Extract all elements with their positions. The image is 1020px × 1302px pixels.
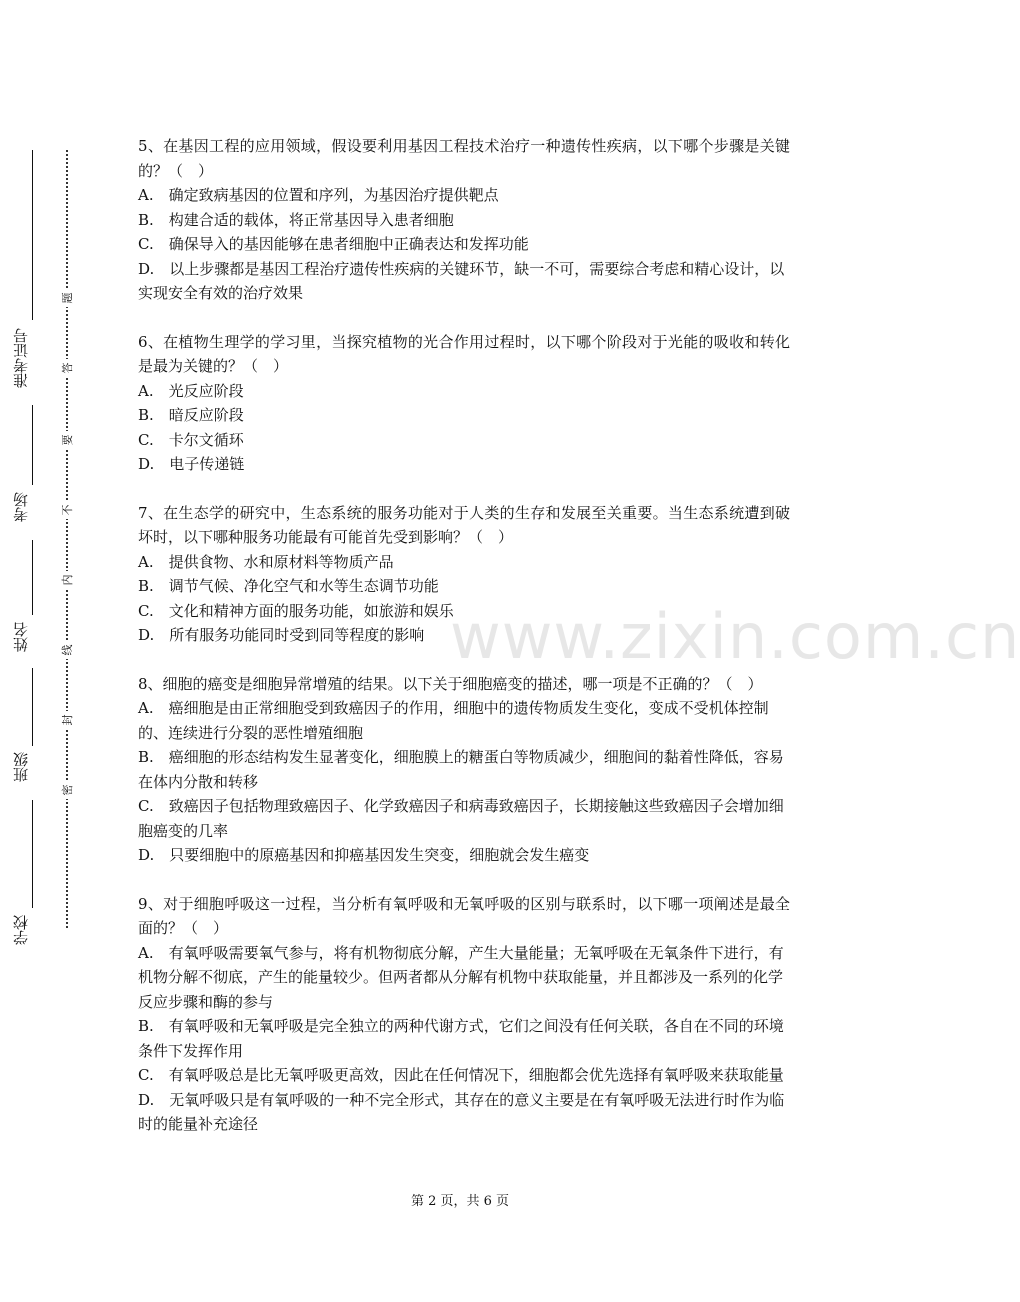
option-d: D. 电子传递链 [138,455,245,473]
option-d: D. 无氧呼吸只是有氧呼吸的一种不完全形式，其存在的意义主要是在有氧呼吸无法进行时作为临时的能量补充途径 [138,1090,785,1133]
option-a: A. 癌细胞是由正常细胞受到致癌因子的作用，细胞中的遗传物质发生变化，变成不受机体控制的、连续进行分裂的恶性增殖细胞 [138,699,769,742]
option-c: C. 有氧呼吸总是比无氧呼吸更高效，因此在任何情况下，细胞都会优先选择有氧呼吸来获取能量 [138,1066,784,1084]
seal-char: 题 [59,289,75,307]
seal-char: 内 [59,571,75,589]
option-a: A. 确定致病基因的位置和序列，为基因治疗提供靶点 [138,186,499,204]
option-c: C. 确保导入的基因能够在患者细胞中正确表达和发挥功能 [138,235,529,253]
option-d: D. 所有服务功能同时受到同等程度的影响 [138,626,425,644]
field-exam-room-label: 考场 [12,492,30,522]
seal-char: 线 [59,641,75,659]
question-stem: 5、在基因工程的应用领域，假设要利用基因工程技术治疗一种遗传性疾病，以下哪个步骤是关键的？（ ） [138,137,790,180]
question-stem: 8、细胞的癌变是细胞异常增殖的结果。以下关于细胞癌变的描述，哪一项是不正确的？（ ） [138,674,763,693]
option-c: C. 文化和精神方面的服务功能，如旅游和娱乐 [138,601,454,620]
seal-char: 答 [59,359,75,377]
field-school-label: 学校 [12,915,30,945]
option-a: A. 有氧呼吸需要氧气参与，将有机物彻底分解，产生大量能量；无氧呼吸在无氧条件下进行，有机物分解不彻底，产生的能量较少。但两者都从分解有机物中获取能量，并且都涉及一系列的化学反应步骤和酶的参与 [138,943,784,1011]
option-a: A. 光反应阶段 [138,381,244,400]
seal-char: 封 [59,711,75,729]
option-b: B. 构建合适的载体，将正常基因导入患者细胞 [138,210,454,229]
option-b: B. 暗反应阶段 [138,406,244,424]
option-d: D. 只要细胞中的原癌基因和抑癌基因发生突变，细胞就会发生癌变 [138,846,590,864]
question-8 [138,672,790,868]
seal-char: 不 [59,501,75,519]
field-school-line [32,800,33,908]
option-b: B. 有氧呼吸和无氧呼吸是完全独立的两种代谢方式，它们之间没有任何关联，各自在不同的环境条件下发挥作用 [138,1017,784,1060]
option-a: A. 提供食物、水和原材料等物质产品 [138,552,394,571]
binding-margin [0,0,110,1302]
page-number: 第 2 页，共 6 页 [410,1194,510,1209]
option-b: B. 癌细胞的形态结构发生显著变化，细胞膜上的糖蛋白等物质减少，细胞间的黏着性降低，容易在体内分散和转移 [138,748,784,791]
seal-dots [66,150,68,928]
field-exam-number-label: 准考证号 [12,328,30,388]
question-stem: 9、对于细胞呼吸这一过程，当分析有氧呼吸和无氧呼吸的区别与联系时，以下哪一项阐述是最全面的？（ ） [138,894,790,937]
field-name-line [32,540,33,615]
option-b: B. 调节气候、净化空气和水等生态调节功能 [138,577,439,595]
field-exam-number-line [32,150,33,320]
seal-char: 要 [59,431,75,449]
question-5 [138,134,790,306]
question-6 [138,330,790,477]
field-class-line [32,668,33,746]
question-7 [138,501,790,648]
seal-line [58,150,76,928]
option-c: C. 致癌因子包括物理致癌因子、化学致癌因子和病毒致癌因子，长期接触这些致癌因子会增加细胞癌变的几率 [138,797,784,840]
question-stem: 6、在植物生理学的学习里，当探究植物的光合作用过程时，以下哪个阶段对于光能的吸收和转化是最为关键的？（ ） [138,332,790,375]
field-name-label: 姓名 [12,622,30,652]
field-exam-room-line [32,405,33,485]
option-d: D. 以上步骤都是基因工程治疗遗传性疾病的关键环节，缺一不可，需要综合考虑和精心设计，以实现安全有效的治疗效果 [138,259,785,302]
watermark: www.zixin.com.cn [450,600,1020,673]
question-stem: 7、在生态学的研究中，生态系统的服务功能对于人类的生存和发展至关重要。当生态系统遭到破坏时，以下哪种服务功能最有可能首先受到影响？（ ） [138,503,790,546]
question-9 [138,892,790,1137]
question-list [138,134,790,1161]
field-class-label: 班级 [12,752,30,782]
seal-char: 密 [59,781,75,799]
option-c: C. 卡尔文循环 [138,430,244,449]
